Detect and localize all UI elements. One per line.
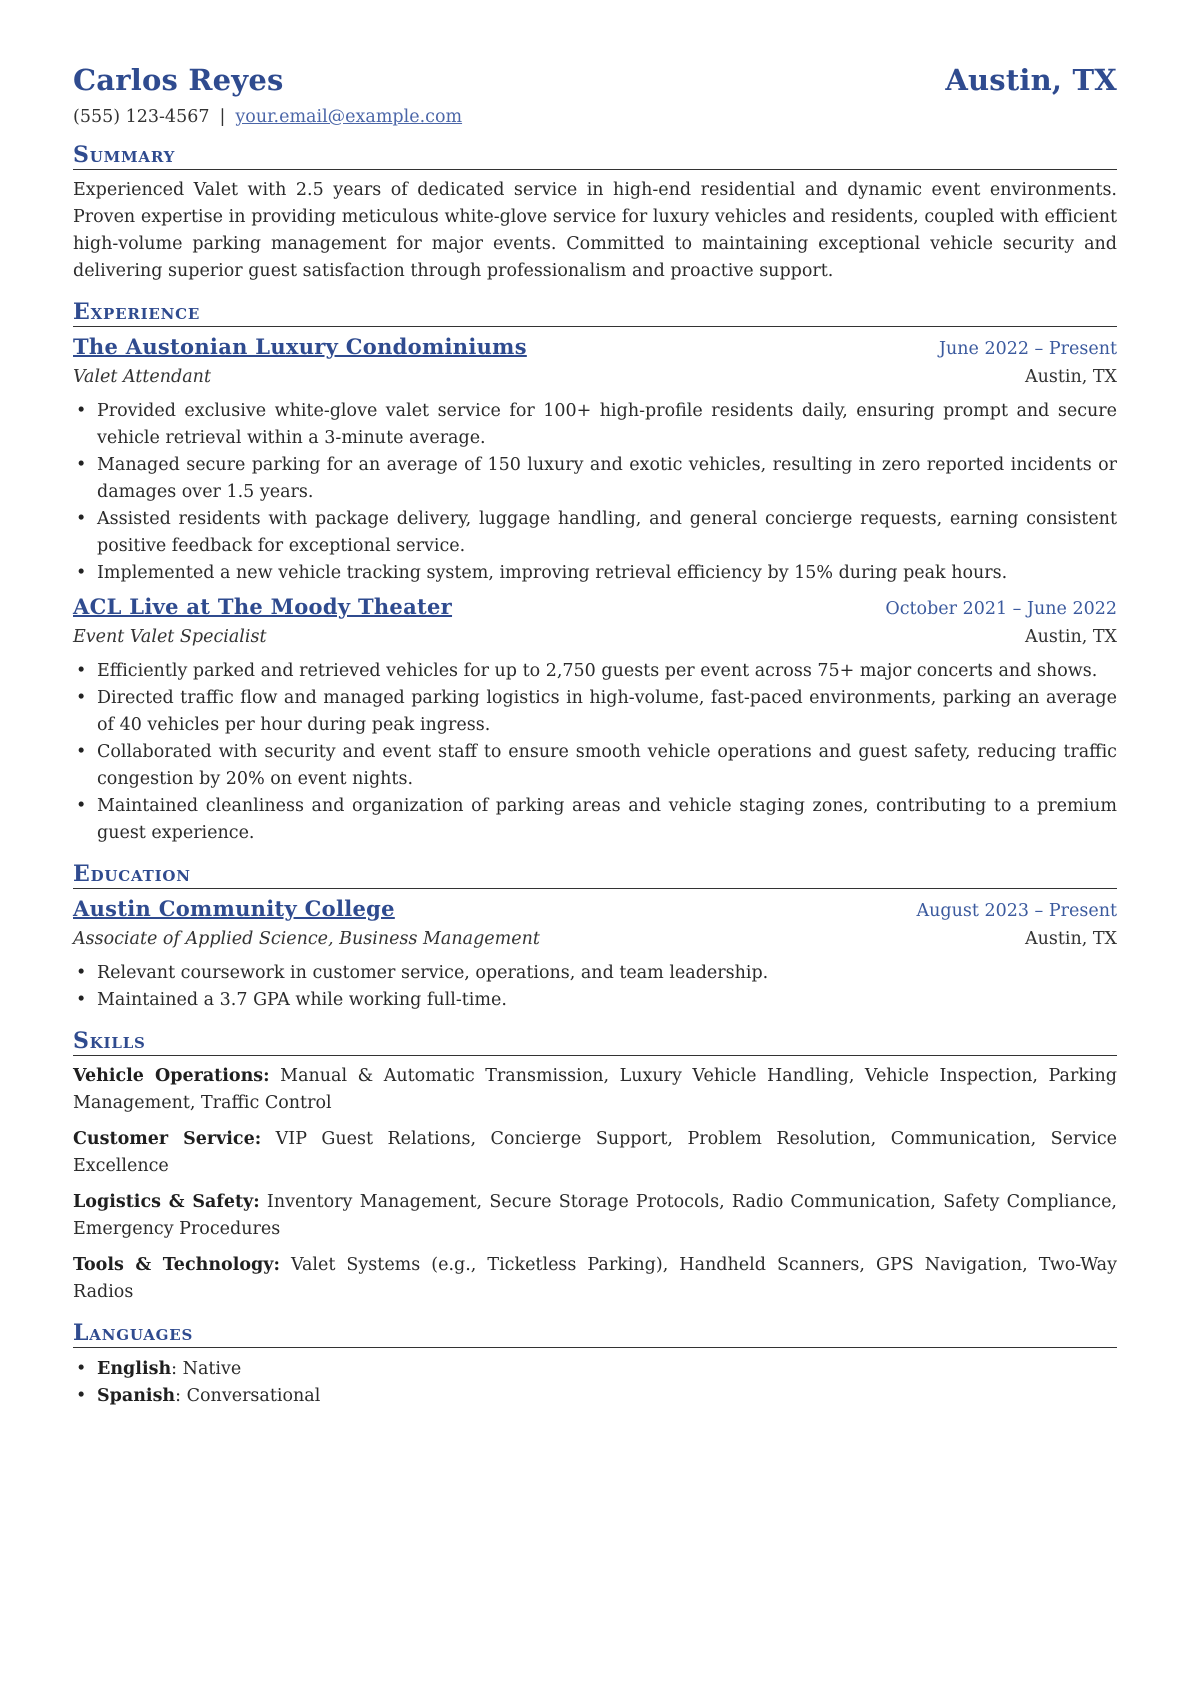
summary-text: Experienced Valet with 2.5 years of dedicated service in high-end residential and dynamic event environments. Proven expertise in providing meticulous white-glove service for luxury vehicles and residents, coupled with efficient high-volume parking management for major events. Committed to maintaining exceptional vehicle security and delivering superior guest satisfaction through professionalism and proactive support.	[73, 180, 1117, 281]
skill-group-text: VIP Guest Relations, Concierge Support, Problem Resolution, Communication, Service Excellence	[73, 1129, 1117, 1176]
job-title: Event Valet Specialist	[73, 627, 267, 647]
experience-heading: Experience	[73, 299, 1117, 327]
school-location: Austin, TX	[1024, 929, 1117, 949]
contact-info	[73, 106, 1117, 128]
list-item: • Assisted residents with package delivery, luggage handling, and general concierge requests, earning consistent positive feedback for exceptional service.	[97, 506, 1117, 560]
achievement-list	[73, 398, 1117, 587]
experience-entry	[73, 334, 1117, 587]
employment-dates: June 2022 – Present	[938, 339, 1117, 359]
email-link[interactable]: your.email@example.com	[235, 107, 463, 127]
list-item: • Relevant coursework in customer service, operations, and team leadership.	[97, 960, 1117, 987]
list-item: • Efficiently parked and retrieved vehicles for up to 2,750 guests per event across 75+ major concerts and shows.	[97, 658, 1117, 685]
candidate-location: Austin, TX	[945, 63, 1117, 97]
language-level: : Conversational	[175, 1386, 321, 1406]
school-link[interactable]: Austin Community College	[73, 896, 395, 921]
employment-dates: October 2021 – June 2022	[885, 599, 1117, 619]
language-name: English	[97, 1359, 172, 1379]
list-item: • Directed traffic flow and managed parking logistics in high-volume, fast-paced environments, parking an average of 40 vehicles per hour during peak ingress.	[97, 685, 1117, 739]
resume-header	[73, 62, 1117, 98]
skill-group	[73, 1189, 1117, 1243]
language-item	[97, 1356, 1117, 1383]
experience-entry	[73, 594, 1117, 847]
list-item: • Implemented a new vehicle tracking system, improving retrieval efficiency by 15% during peak hours.	[97, 560, 1117, 587]
languages-list	[73, 1356, 1117, 1410]
candidate-name: Carlos Reyes	[73, 63, 284, 97]
languages-heading: Languages	[73, 1320, 1117, 1348]
employer-link[interactable]: ACL Live at The Moody Theater	[73, 594, 453, 619]
education-details	[73, 960, 1117, 1014]
education-heading: Education	[73, 861, 1117, 889]
job-location: Austin, TX	[1024, 627, 1117, 647]
phone-number: (555) 123-4567	[73, 107, 210, 127]
skill-group-text: Valet Systems (e.g., Ticketless Parking), Handheld Scanners, GPS Navigation, Two-Way Radios	[73, 1255, 1117, 1302]
list-item: • Provided exclusive white-glove valet service for 100+ high-profile residents daily, ensuring prompt and secure vehicle retrieval within a 3-minute average.	[97, 398, 1117, 452]
contact-separator: |	[219, 107, 226, 127]
degree-title: Associate of Applied Science, Business Management	[73, 929, 540, 949]
education-dates: August 2023 – Present	[916, 901, 1117, 921]
skills-list	[73, 1063, 1117, 1306]
skill-group-label: Tools & Technology:	[73, 1255, 280, 1275]
language-level: : Native	[171, 1359, 242, 1379]
list-item: • Maintained cleanliness and organization of parking areas and vehicle staging zones, contributing to a premium guest experience.	[97, 793, 1117, 847]
skill-group-label: Customer Service:	[73, 1129, 262, 1149]
achievement-list	[73, 658, 1117, 847]
skill-group	[73, 1063, 1117, 1117]
skill-group	[73, 1252, 1117, 1306]
job-location: Austin, TX	[1024, 367, 1117, 387]
skill-group	[73, 1126, 1117, 1180]
list-item: • Managed secure parking for an average of 150 luxury and exotic vehicles, resulting in zero reported incidents or damages over 1.5 years.	[97, 452, 1117, 506]
language-item	[97, 1383, 1117, 1410]
list-item: • Collaborated with security and event staff to ensure smooth vehicle operations and guest safety, reducing traffic congestion by 20% on event nights.	[97, 739, 1117, 793]
skills-heading: Skills	[73, 1028, 1117, 1056]
education-entry	[73, 896, 1117, 1014]
skill-group-text: Inventory Management, Secure Storage Protocols, Radio Communication, Safety Compliance, Emergency Procedures	[73, 1192, 1117, 1239]
skill-group-label: Vehicle Operations:	[73, 1066, 270, 1086]
language-name: Spanish	[97, 1386, 176, 1406]
summary-heading: Summary	[73, 142, 1117, 170]
skill-group-label: Logistics & Safety:	[73, 1192, 260, 1212]
employer-link[interactable]: The Austonian Luxury Condominiums	[73, 334, 527, 359]
job-title: Valet Attendant	[73, 367, 211, 387]
skill-group-text: Manual & Automatic Transmission, Luxury Vehicle Handling, Vehicle Inspection, Parking Management, Traffic Control	[73, 1066, 1118, 1113]
list-item: • Maintained a 3.7 GPA while working full-time.	[97, 987, 1117, 1014]
